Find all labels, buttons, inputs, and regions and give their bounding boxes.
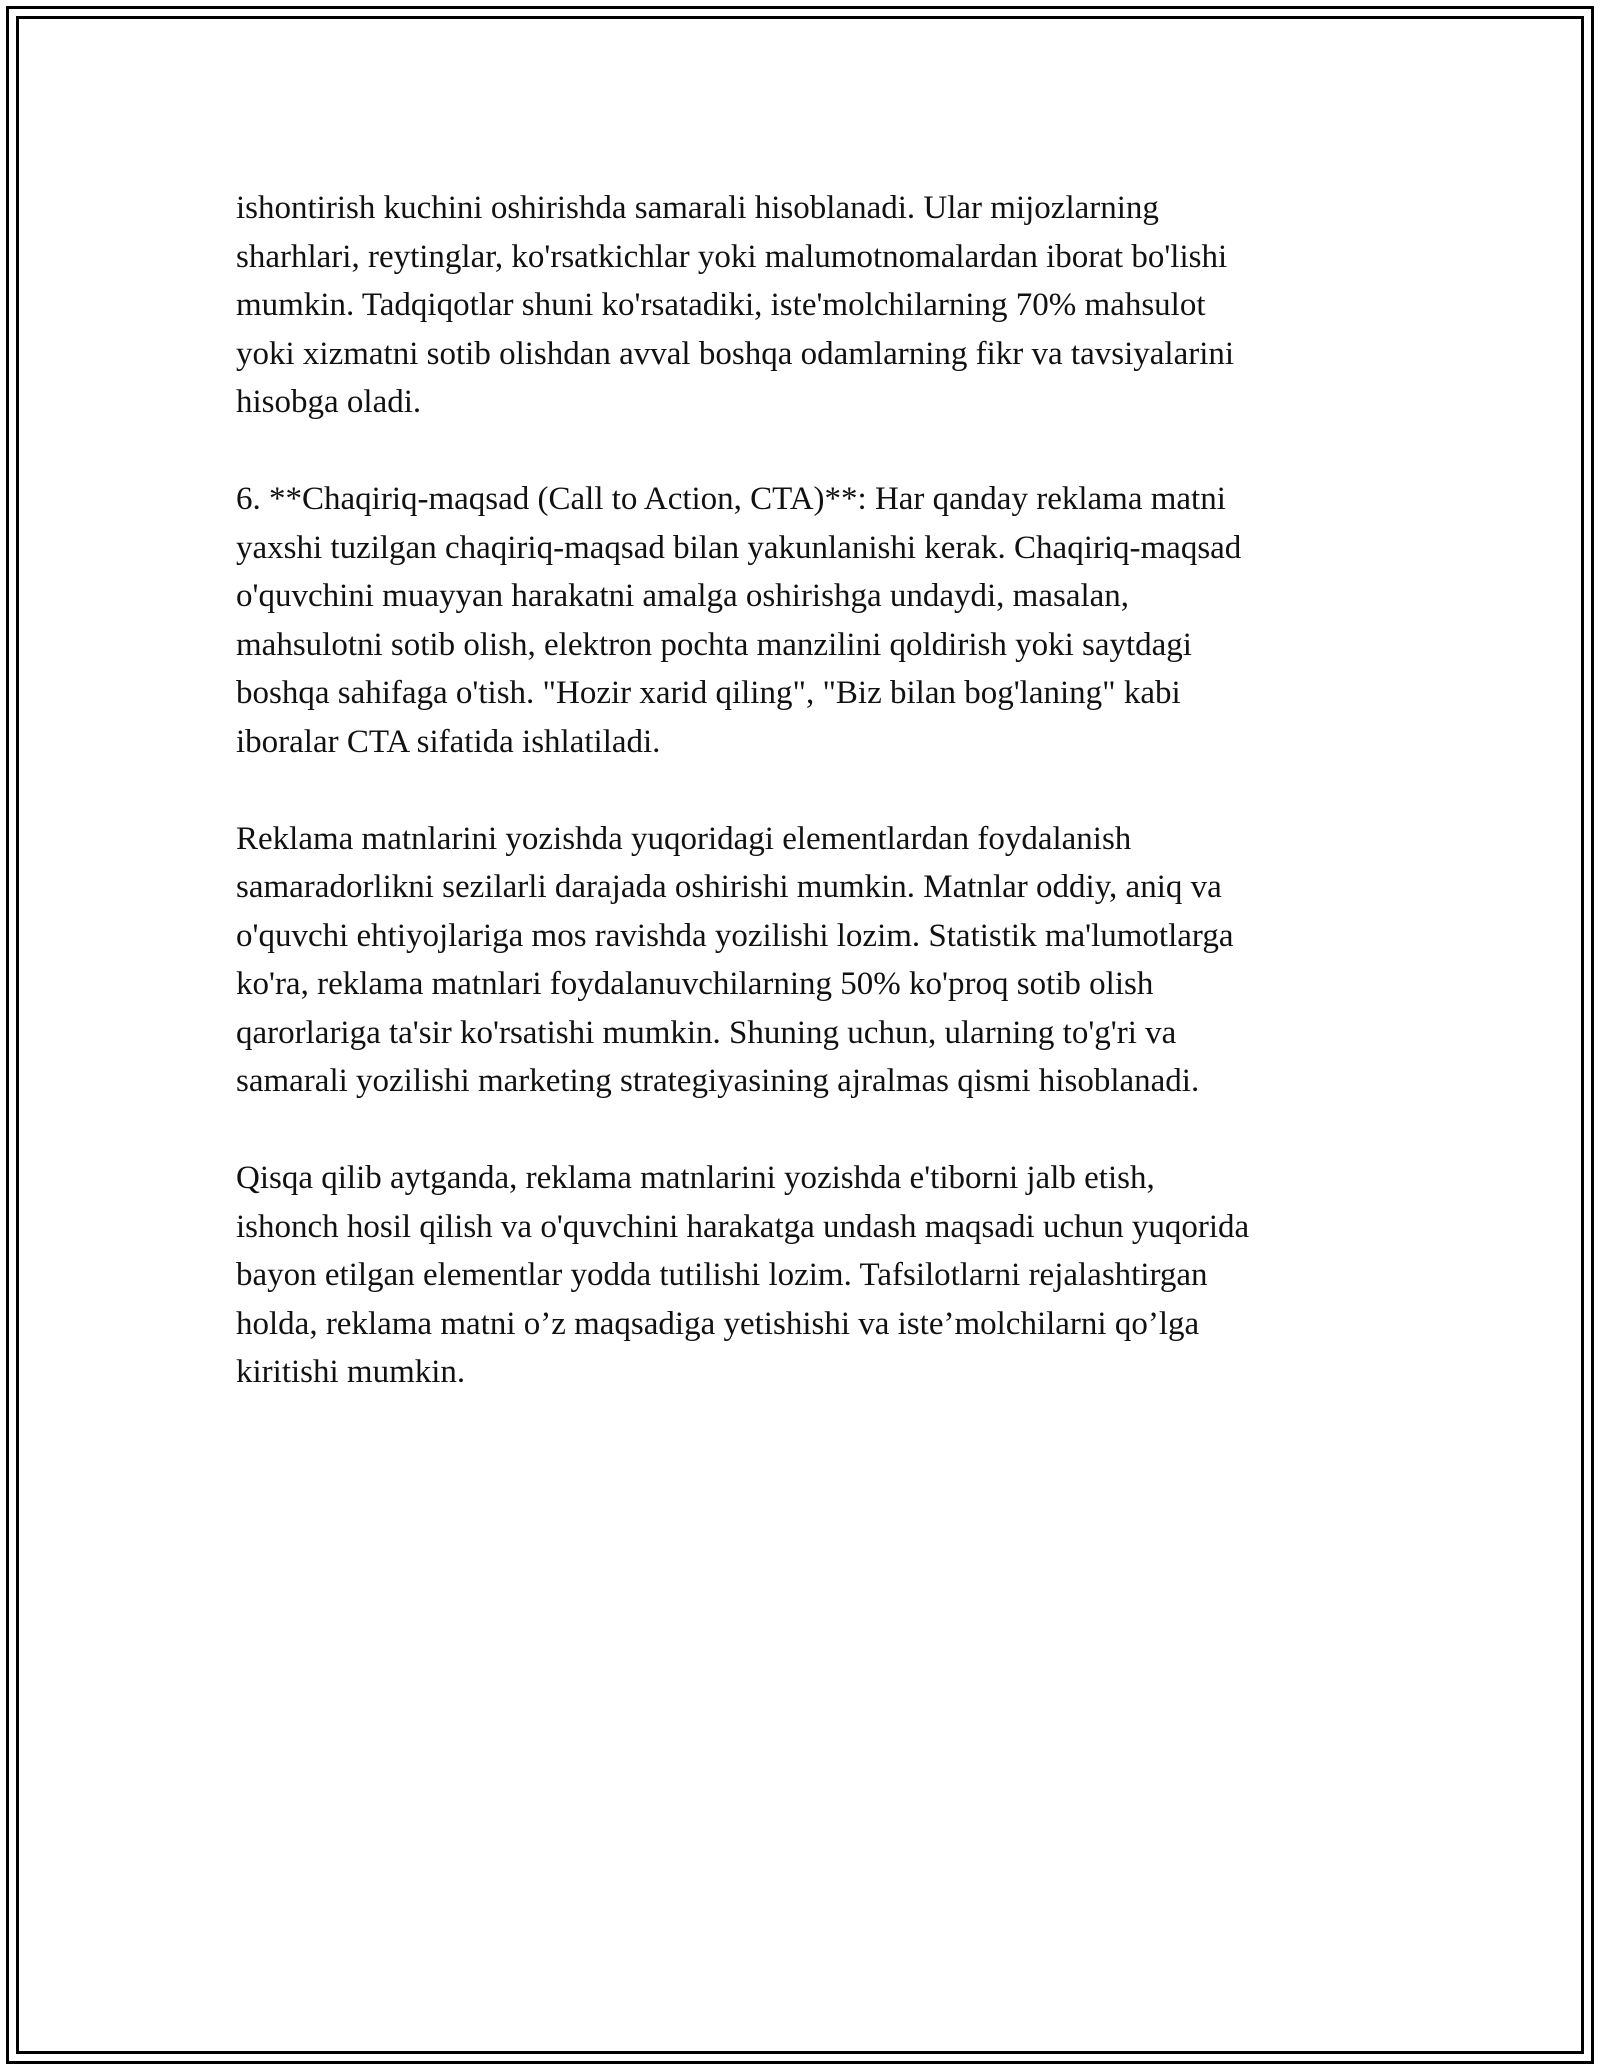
text-line: o'quvchini muayyan harakatni amalga oshirishga undaydi, masalan, — [236, 578, 1130, 614]
text-line: ishonch hosil qilish va o'quvchini harakatga undash maqsadi uchun yuqorida — [236, 1208, 1250, 1245]
text-line: yaxshi tuzilgan chaqiriq-maqsad bilan yakunlanishi kerak. Chaqiriq-maqsad — [236, 529, 1242, 566]
text-line: iboralar CTA sifatida ishlatiladi. — [236, 723, 661, 760]
document-body — [236, 184, 1376, 1445]
paragraph-effectiveness — [236, 815, 1376, 1106]
text-line: bayon etilgan elementlar yodda tutilishi lozim. Tafsilotlarni rejalashtirgan — [236, 1257, 1208, 1293]
text-line: ishontirish kuchini oshirishda samarali hisoblanadi. Ular mijozlarning — [236, 190, 1159, 226]
text-line: ko'ra, reklama matnlari foydalanuvchilarning 50% ko'proq sotib olish — [236, 966, 1154, 1002]
text-line: Reklama matnlarini yozishda yuqoridagi elementlardan foydalanish — [236, 820, 1132, 857]
text-line: 6. **Chaqiriq-maqsad (Call to Action, CTA)**: Har qanday reklama matni — [236, 481, 1226, 517]
text-line: Qisqa qilib aytganda, reklama matnlarini yozishda e'tiborni jalb etish, — [236, 1160, 1155, 1196]
text-line: hisobga oladi. — [236, 384, 422, 420]
text-line: mumkin. Tadqiqotlar shuni ko'rsatadiki, iste'molchilarning 70% mahsulot — [236, 287, 1206, 323]
text-line: qarorlariga ta'sir ko'rsatishi mumkin. Shuning uchun, ularning to'g'ri va — [236, 1014, 1177, 1051]
text-line: o'quvchi ehtiyojlariga mos ravishda yozilishi lozim. Statistik ma'lumotlarga — [236, 917, 1234, 954]
text-line: samarali yozilishi marketing strategiyasining ajralmas qismi hisoblanadi. — [236, 1063, 1200, 1099]
paragraph-call-to-action — [236, 475, 1376, 766]
text-line: boshqa sahifaga o'tish. "Hozir xarid qiling", "Biz bilan bog'laning" kabi — [236, 675, 1181, 711]
text-line: sharhlari, reytinglar, ko'rsatkichlar yoki malumotnomalardan iborat bo'lishi — [236, 238, 1228, 275]
text-line: mahsulotni sotib olish, elektron pochta manzilini qoldirish yoki saytdagi — [236, 626, 1192, 663]
text-line: samaradorlikni sezilarli darajada oshirishi mumkin. Matnlar oddiy, aniq va — [236, 869, 1222, 905]
paragraph-social-proof — [236, 184, 1376, 427]
text-line: kiritishi mumkin. — [236, 1354, 466, 1390]
paragraph-conclusion — [236, 1154, 1376, 1397]
text-line: holda, reklama matni o’z maqsadiga yetishishi va iste’molchilarni qo’lga — [236, 1305, 1200, 1342]
text-line: yoki xizmatni sotib olishdan avval boshqa odamlarning fikr va tavsiyalarini — [236, 335, 1235, 372]
